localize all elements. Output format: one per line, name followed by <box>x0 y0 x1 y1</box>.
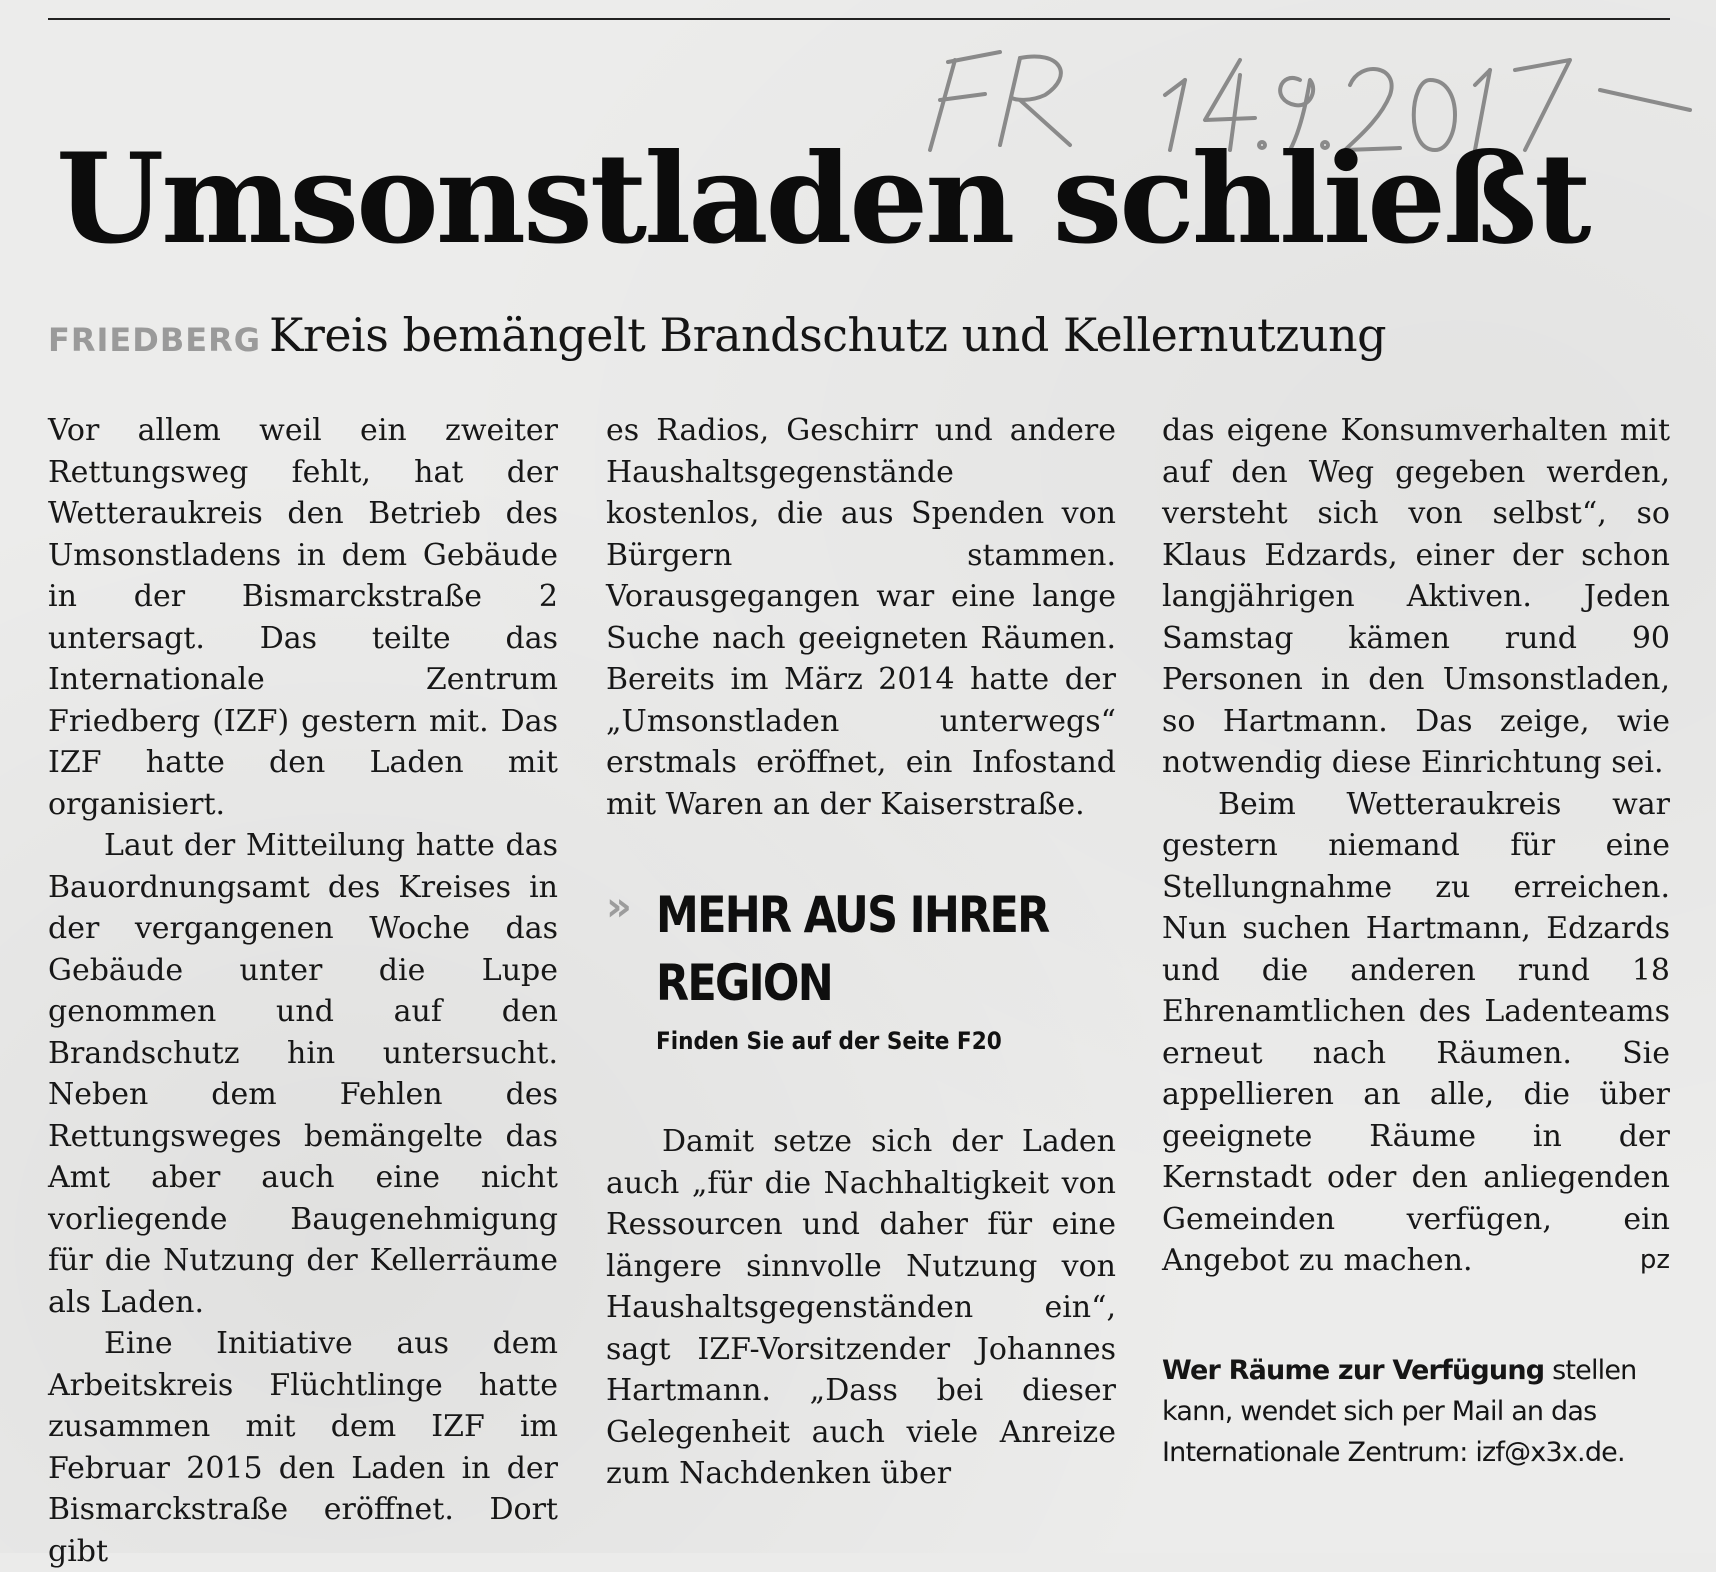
paragraph: Eine Initiative aus dem Arbeitskreis Flüchtlinge hatte zusammen mit dem IZF im Februar 2015 den Laden in der Bismarckstraße eröffnet. Dort gibt <box>48 1326 558 1569</box>
contact-info-box <box>1162 1350 1670 1473</box>
author-signature: pz <box>1639 1245 1670 1275</box>
article-column-3 <box>1162 410 1670 1473</box>
headline: Umsonstladen schließt <box>56 127 1589 272</box>
contact-info-lead: Wer Räume zur Verfügung <box>1162 1354 1545 1386</box>
subheadline-text: Kreis bemängelt Brandschutz und Kellernutzung <box>268 308 1387 362</box>
promo-title: MEHR AUS IHRER REGION <box>656 886 1049 1012</box>
article-column-2 <box>606 410 1116 1495</box>
paragraph: Vor allem weil ein zweiter Rettungsweg fehlt, hat der Wetteraukreis den Betrieb des Umsonstladens in dem Gebäude in der Bismarckstraße 2 untersagt. Das teilte das Internationale Zentrum Friedberg (IZF) gestern mit. Das IZF hatte den Laden mit organisiert. <box>48 413 558 822</box>
paragraph: das eigene Konsumverhalten mit auf den Weg gegeben werden, versteht sich von selbst“, so Klaus Edzards, einer der schon langjährigen Aktiven. Jeden Samstag kämen rund 90 Personen in den Umsonstladen, so Hartmann. Das zeige, wie notwendig diese Einrichtung sei. <box>1162 413 1670 780</box>
article-column-1 <box>48 410 558 1572</box>
contact-info-text: stellen kann, wendet sich per Mail an das Internationale Zentrum: izf@x3x.de. <box>1162 1354 1637 1468</box>
subheadline <box>48 308 1668 368</box>
double-chevron-icon: » <box>606 884 620 930</box>
promo-subtitle: Finden Sie auf der Seite F20 <box>656 1027 1002 1055</box>
top-rule <box>48 18 1670 20</box>
paragraph: Laut der Mitteilung hatte das Bauordnungsamt des Kreises in der vergangenen Woche das Gebäude unter die Lupe genommen und auf den Brandschutz hin untersucht. Neben dem Fehlen des Rettungsweges bemängelte das Amt aber auch eine nicht vorliegende Baugenehmigung für die Nutzung der Kellerräume als Laden. <box>48 828 558 1320</box>
region-promo-box <box>606 881 1116 1061</box>
paragraph-text: Beim Wetteraukreis war gestern niemand für eine Stellungnahme zu erreichen. Nun suchen Hartmann, Edzards und die anderen rund 18 Ehrenamtlichen des Ladenteams erneut nach Räumen. Sie appellieren an alle, die über geeignete Räume in der Kernstadt oder den anliegenden Gemeinden verfügen, ein Angebot zu machen. <box>1162 786 1670 1278</box>
paragraph <box>1162 784 1670 1282</box>
paragraph: es Radios, Geschirr und andere Haushaltsgegenstände kostenlos, die aus Spenden von Bürgern stammen. Vorausgegangen war eine lange Suche nach geeigneten Räumen. Bereits im März 2014 hatte der „Umsonstladen unterwegs“ erstmals eröffnet, ein Infostand mit Waren an der Kaiserstraße. <box>606 413 1116 822</box>
dateline: FRIEDBERG <box>48 321 261 359</box>
paragraph: Damit setze sich der Laden auch „für die Nachhaltigkeit von Ressourcen und daher für eine längere sinnvolle Nutzung von Haushaltsgegenständen ein“, sagt IZF-Vorsitzender Johannes Hartmann. „Dass bei dieser Gelegenheit auch viele Anreize zum Nachdenken über <box>606 1124 1116 1491</box>
